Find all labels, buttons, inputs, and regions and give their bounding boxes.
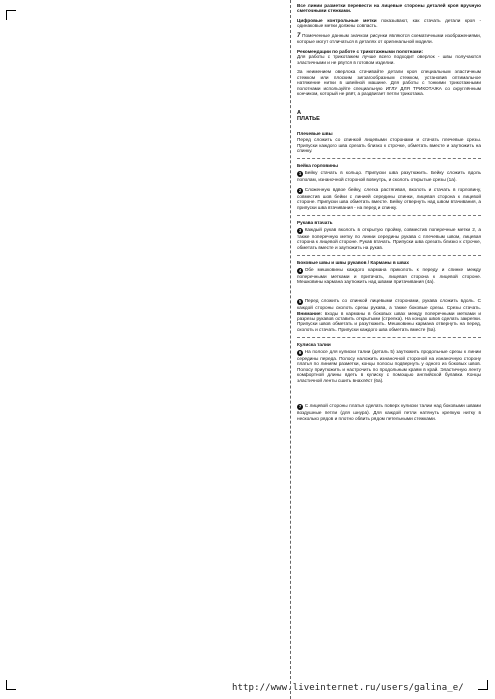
source-url-link[interactable]: http://www.liveinternet.ru/users/galina_e/ — [232, 683, 464, 693]
intro-control-marks — [297, 18, 481, 29]
model-title: ПЛАТЬЕ — [297, 115, 320, 122]
step-number-badge: 7 — [298, 404, 302, 410]
step-number-badge: 5 — [298, 299, 302, 304]
crop-mark-bottom-left — [6, 689, 16, 690]
step-text: С лицевой стороны платья сделать поверх кулиски талии над боковыми швами воздушные петли (для шнура). Для каждой петли натянуть крепкую нитку в несколько рядов и плотно обвить рядом петельными стежками. — [297, 403, 481, 421]
step-number-badge: 2 — [298, 187, 302, 193]
crop-mark-bottom-right-v — [487, 680, 488, 690]
step-number-badge: 4 — [298, 267, 302, 273]
spacer — [297, 289, 481, 298]
control-marks-lead: Цифровые контрольные метки — [297, 18, 377, 23]
fold-line — [290, 0, 291, 699]
step — [297, 349, 481, 383]
intro-marking-text: Все линии разметки перевести на лицевые стороны деталей кроя вручную сметочными стежками. — [297, 3, 481, 14]
step-number-badge: 1 — [298, 171, 302, 177]
section-title: Плечевые швы — [297, 130, 333, 136]
step-text: Каждый рукав вколоть в открытую пройму, совместив поперечные метки 2, а также поперечную метку по линии середины рукава с плечевым швом, лицевая сторона к лицевой стороне. Рукав втачать. Припуски шва срезать близко к строчке, обметать вместе и заутюжить на рукав. — [297, 226, 481, 250]
instruction-column — [297, 3, 481, 425]
section-title: Бейка горловины — [297, 163, 338, 169]
knit-recommendations — [297, 49, 481, 65]
spacer — [297, 101, 481, 110]
step-text: Сложенную вдвое бейку, слегка растягивая, вколоть и стачать в горловину, совместив шов бейки с линией середины спинки, лицевая сторона к лицевой стороне. Припуски шва обметать вместе. Бейку отвернуть над швом втачивания, а припуски шва втачивания - на перед и спинку. — [297, 186, 481, 210]
overlock-alternative-text: За неимением оверлока стачивайте детали кроя специальным эластичным стежком или плоским зигзагообразным стежком, установив оптимальное натяжение нитки в швейной машине. Для работы с тонкими трикотажными полотнами используйте специальную ИГЛУ ДЛЯ ТРИКОТАЖА со скруглённым кончиком, который не рвёт, а раздвигает петли трикотажа. — [297, 69, 481, 97]
step-text: Перед сложить со спинкой лицевыми сторонами, рукава сложить вдоль. С каждой стороны сколоть срезы рукава, а также боковые срезы. Срезы стачать. Внимание: входы в карманы в боковых швах между поперечными метками и разрезы рукавов оставить открытыми (стрелка). На концах швов сделать закрепки. Припуски швов обметать и разутюжить. Мешковины кармана отвернуть на перед, сколоть и стачать. Припуски каждого шва обметать вместе (5а). — [297, 298, 481, 332]
step-number-badge: 6 — [298, 349, 302, 355]
symbol-note-text: Помеченные данным значком рисунки являются схематичными изображениями, которые могут отличаться в деталях от оригинальной модели. — [297, 33, 481, 45]
spacer — [297, 387, 481, 403]
section-title: Боковые швы и швы рукавов / Карманы в швах — [297, 260, 409, 266]
section-divider — [297, 255, 481, 256]
step — [297, 403, 481, 421]
step-number-badge: 3 — [298, 227, 302, 233]
step-text: Перед сложить со спинкой лицевыми сторонами и стачать плечевые срезы. Припуски каждого шва срезать близко к строчке, обметать вместе и заутюжить на спинку. — [297, 137, 481, 154]
step — [297, 298, 481, 332]
step-text: Обе мешковины каждого кармана приколоть к переду и спинке между поперечными метками и притачать, лицевая сторона к лицевой стороне. Мешковины кармана заутюжить над швами притачивания (4а). — [297, 266, 481, 285]
schematic-symbol-icon: 7 — [297, 33, 301, 39]
step — [297, 267, 481, 285]
knit-recommendations-text: Для работы с трикотажем лучше всего подходит оверлок - швы получаются эластичными и не рвутся в готовом изделии. — [297, 54, 481, 65]
step — [297, 227, 481, 250]
section-divider — [297, 337, 481, 338]
control-marks-text: показывают, как стачать детали кроя - одинаковые метки должны совпасть. — [297, 18, 482, 29]
section-divider — [297, 215, 481, 216]
knit-recommendations-heading: Рекомендации по работе с трикотажными полотнами: — [297, 49, 424, 54]
step-text: На полосе для кулиски талии (деталь 5) заутюжить продольные срезы к линии середины переда. Полосу наложить изнаночной стороной на изнаночную сторону платья по линиям разметки, концы полосы подвернуть у одного из боковых швов. Полосу приутюжить и настрочить по продольным краям в край. Эластичную ленту комфортной длины вдеть в кулиску с помощью английской булавки. Концы эластичной ленты сшить внахлёст (6а). — [297, 348, 481, 383]
section-title: Кулиска талии — [297, 342, 331, 348]
crop-mark-top-left-v — [6, 10, 7, 20]
crop-mark-bottom-left-v — [6, 680, 7, 690]
section-divider — [297, 158, 481, 159]
step — [297, 187, 481, 210]
step-text: Бейку стачать в кольцо. Припуски шва разутюжить. Бейку сложить вдоль пополам, изнаночной стороной вовнутрь, и сколоть открытые срезы (1а). — [297, 170, 481, 183]
step — [297, 170, 481, 183]
section-title: Рукава втачать — [297, 220, 333, 226]
crop-mark-top-left — [6, 10, 16, 11]
model-letter: А — [297, 109, 302, 116]
emphasis-word: Внимание: — [297, 310, 322, 316]
intro-symbol-note — [297, 33, 481, 45]
